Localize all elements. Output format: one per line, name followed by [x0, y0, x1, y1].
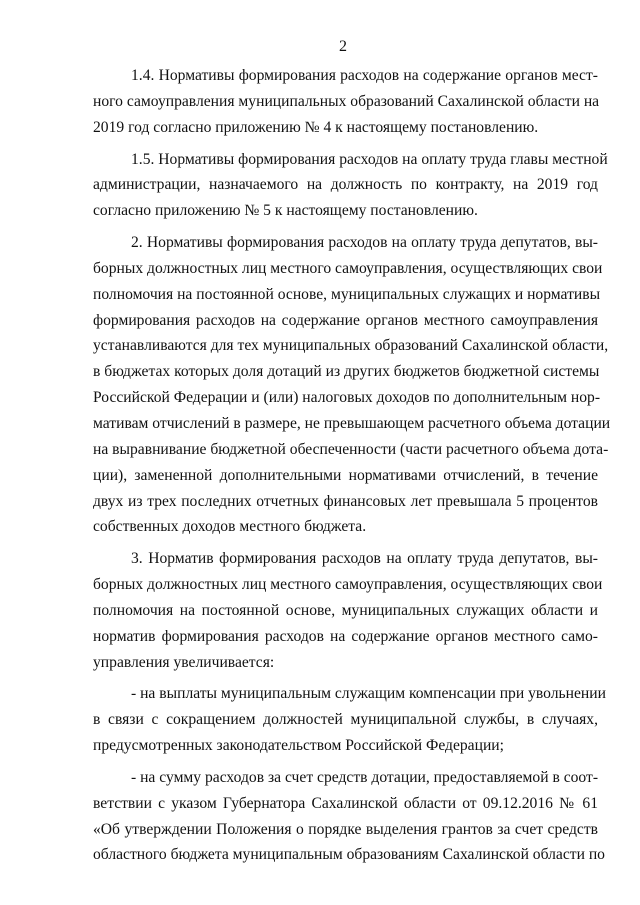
text-line: 1.5. Нормативы формирования расходов на оплату труда главы местной: [131, 150, 608, 168]
text-line: на выравнивание бюджетной обеспеченности (части расчетного объема дота-: [93, 440, 609, 458]
list-item: [93, 681, 606, 759]
text-line: - на выплаты муниципальным служащим компенсации при увольнении: [131, 685, 606, 703]
text-line: полномочия на постоянной основе, муниципальных служащих области и: [93, 601, 598, 619]
text-line: областного бюджета муниципальным образованиям Сахалинской области по: [93, 846, 605, 864]
list-item: [93, 765, 605, 868]
paragraph-2: [93, 230, 611, 540]
text-line: формирования расходов на содержание органов местного самоуправления: [93, 311, 598, 329]
text-line: предусмотренных законодательством Российской Федерации;: [93, 737, 504, 755]
text-line: в бюджетах которых доля дотаций из других бюджетов бюджетной системы: [93, 363, 600, 381]
text-line: норматив формирования расходов на содержание органов местного само-: [93, 627, 598, 645]
text-line: борных должностных лиц местного самоуправления, осуществляющих свои: [93, 259, 603, 277]
text-line: мативам отчислений в размере, не превышающем расчетного объема дотации: [93, 414, 611, 432]
paragraph-1-5: [93, 147, 608, 225]
text-line: 2. Нормативы формирования расходов на оплату труда депутатов, вы-: [131, 234, 598, 252]
text-line: «Об утверждении Положения о порядке выделения грантов за счет средств: [93, 820, 598, 838]
text-line: 1.4. Нормативы формирования расходов на содержание органов мест-: [131, 67, 598, 84]
text-line: 2019 год согласно приложению № 4 к настоящему постановлению.: [93, 118, 539, 136]
page-number: 2: [339, 38, 347, 55]
text-line: Российской Федерации и (или) налоговых доходов по дополнительным нор-: [93, 389, 601, 407]
text-line: в связи с сокращением должностей муниципальной службы, в случаях,: [93, 711, 598, 729]
text-line: собственных доходов местного бюджета.: [93, 518, 367, 536]
text-line: 3. Норматив формирования расходов на оплату труда депутатов, вы-: [131, 550, 598, 568]
paragraph-3: [93, 546, 603, 675]
text-line: - на сумму расходов за счет средств дотации, предоставляемой в соот-: [131, 768, 599, 786]
text-line: устанавливаются для тех муниципальных образований Сахалинской области,: [93, 337, 609, 355]
text-line: полномочия на постоянной основе, муниципальных служащих и нормативы: [93, 285, 601, 303]
text-line: управления увеличивается:: [93, 653, 275, 671]
text-line: администрации, назначаемого на должность по контракту, на 2019 год: [93, 176, 598, 194]
document-body: [93, 63, 611, 868]
text-line: двух из трех последних отчетных финансовых лет превышала 5 процентов: [93, 492, 598, 510]
text-line: ветствии с указом Губернатора Сахалинской области от 09.12.2016 № 61: [93, 794, 598, 812]
text-line: ции), замененной дополнительными нормативами отчислений, в течение: [93, 466, 598, 484]
paragraph-1-4: [93, 63, 598, 141]
text-line: борных должностных лиц местного самоуправления, осуществляющих свои: [93, 576, 603, 594]
text-line: согласно приложению № 5 к настоящему постановлению.: [93, 202, 478, 220]
text-line: ного самоуправления муниципальных образований Сахалинской области на: [93, 92, 600, 110]
